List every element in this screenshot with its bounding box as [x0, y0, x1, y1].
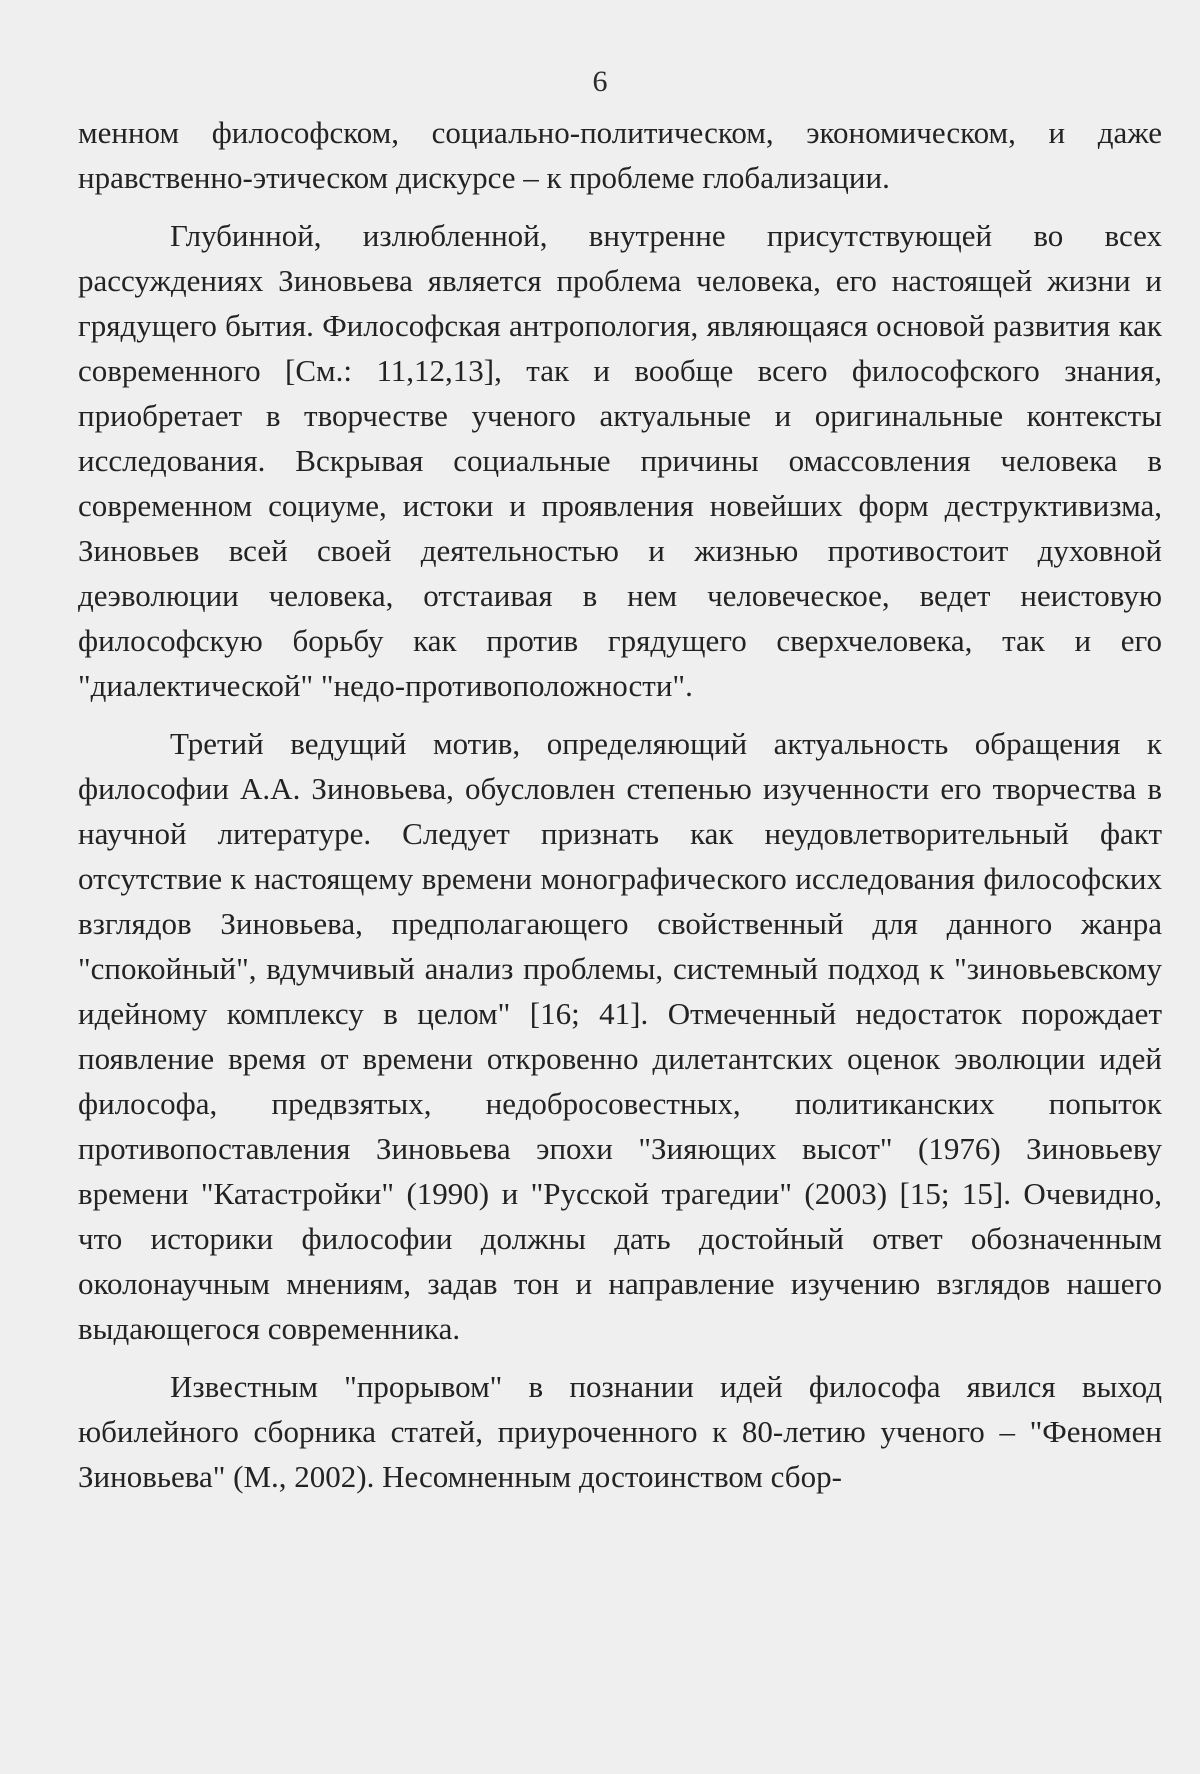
paragraph-third-motive: Третий ведущий мотив, определяющий актуальность обращения к философии А.А. Зиновьева, обусловлен степенью изученности его творчества в научной литературе. Следует признать как неудовлетворительный факт отсутствие к настоящему времени монографического исследования философских взглядов Зиновьева, предполагающего свойственный для данного жанра "спокойный", вдумчивый анализ проблемы, системный подход к "зиновьевскому идейному комплексу в целом" [16; 41]. Отмеченный недостаток порождает появление время от времени откровенно дилетантских оценок эволюции идей философа, предвзятых, недобросовестных, политиканских попыток противопоставления Зиновьева эпохи "Зияющих высот" (1976) Зиновьеву времени "Катастройки" (1990) и "Русской трагедии" (2003) [15; 15]. Очевидно, что историки философии должны дать достойный ответ обозначенным околонаучным мнениям, задав тон и направление изучению взглядов нашего выдающегося современника. [78, 726, 1162, 1346]
page-number: 6 [592, 65, 608, 98]
paragraph-human-problem: Глубинной, излюбленной, внутренне присутствующей во всех рассуждениях Зиновьева является проблема человека, его настоящей жизни и грядущего бытия. Философская антропология, являющаяся основой развития как современного [См.: 11,12,13], так и вообще всего философского знания, приобретает в творчестве ученого актуальные и оригинальные контексты исследования. Вскрывая социальные причины омассовления человека в современном социуме, истоки и проявления новейших форм деструктивизма, Зиновьев всей своей деятельностью и жизнью противостоит духовной деэволюции человека, отстаивая в нем человеческое, ведет неистовую философскую борьбу как против грядущего сверхчеловека, так и его "диалектической" "недо-противоположности". [78, 218, 1162, 703]
paragraph-continuation: менном философском, социально-политическом, экономическом, и даже нравственно-этическом дискурсе – к проблеме глобализации. [78, 115, 1162, 195]
paragraph-breakthrough: Известным "прорывом" в познании идей философа явился выход юбилейного сборника статей, приуроченного к 80-летию ученого – "Феномен Зиновьева" (М., 2002). Несомненным достоинством сбор- [78, 1369, 1162, 1494]
body-text [78, 110, 1162, 1499]
